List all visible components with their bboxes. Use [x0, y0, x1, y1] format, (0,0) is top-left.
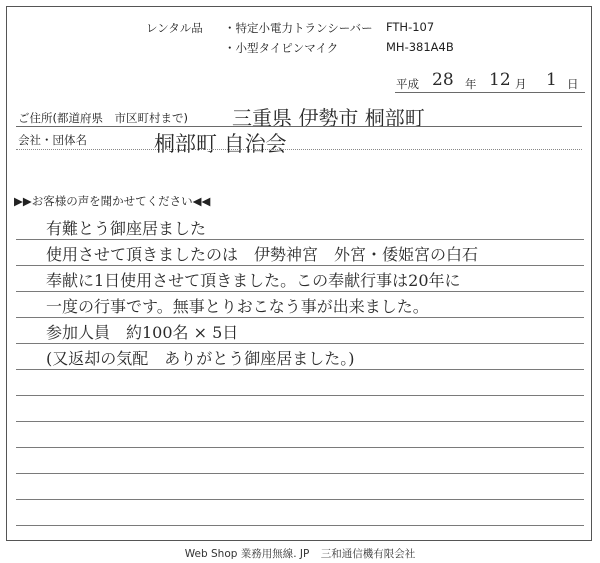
footer: [0, 546, 600, 561]
voice-ruled-line: [16, 499, 584, 500]
item-name-microphone: ・小型タイピンマイク: [224, 41, 339, 55]
date-day-unit: 日: [567, 77, 579, 91]
date-month-value: 12: [489, 70, 511, 90]
rental-item-label: レンタル品: [146, 21, 203, 35]
voice-line-6: (又返却の気配 ありがとう御座居ました。): [46, 349, 355, 368]
date-year-unit: 年: [465, 77, 477, 91]
voice-line-2: 使用させて頂きましたのは 伊勢神宮 外宮・倭姫宮の白石: [46, 245, 479, 264]
footer-company-name: 三和通信機有限会社: [320, 548, 416, 560]
address-label: ご住所(都道府県 市区町村まで): [18, 111, 188, 125]
date-year-value: 28: [432, 70, 454, 90]
voice-ruled-line: [16, 473, 584, 474]
company-label: 会社・団体名: [18, 133, 87, 147]
item-model-transceiver: FTH-107: [386, 20, 435, 34]
date-day-value: 1: [546, 70, 557, 90]
address-underline: [16, 126, 582, 127]
voice-ruled-line: [16, 265, 584, 266]
voice-ruled-line: [16, 317, 584, 318]
voice-ruled-line: [16, 525, 584, 526]
footer-shop-name: Web Shop 業務用無線. JP: [184, 548, 310, 560]
voice-line-3: 奉献に1日使用させて頂きました。この奉献行事は20年に: [46, 271, 461, 290]
company-dotted-line: [16, 149, 582, 150]
voice-ruled-line: [16, 369, 584, 370]
voice-ruled-line: [16, 395, 584, 396]
voice-ruled-line: [16, 291, 584, 292]
date-era: 平成: [396, 77, 419, 91]
address-value: 三重県 伊勢市 桐部町: [232, 106, 425, 130]
item-model-microphone: MH-381A4B: [386, 40, 454, 54]
date-month-unit: 月: [515, 77, 527, 91]
voice-line-1: 有難とう御座居ました: [46, 219, 207, 238]
company-value: 桐部町 自治会: [154, 132, 287, 156]
voice-label: ▶▶お客様の声を聞かせてください◀◀: [14, 194, 211, 208]
voice-ruled-line: [16, 343, 584, 344]
date-underline: [395, 92, 585, 93]
voice-ruled-line: [16, 447, 584, 448]
voice-line-4: 一度の行事です。無事とりおこなう事が出来ました。: [46, 297, 429, 316]
voice-ruled-line: [16, 421, 584, 422]
item-name-transceiver: ・特定小電力トランシーバー: [224, 21, 373, 35]
voice-ruled-line: [16, 239, 584, 240]
voice-line-5: 参加人員 約100名 × 5日: [46, 323, 239, 342]
